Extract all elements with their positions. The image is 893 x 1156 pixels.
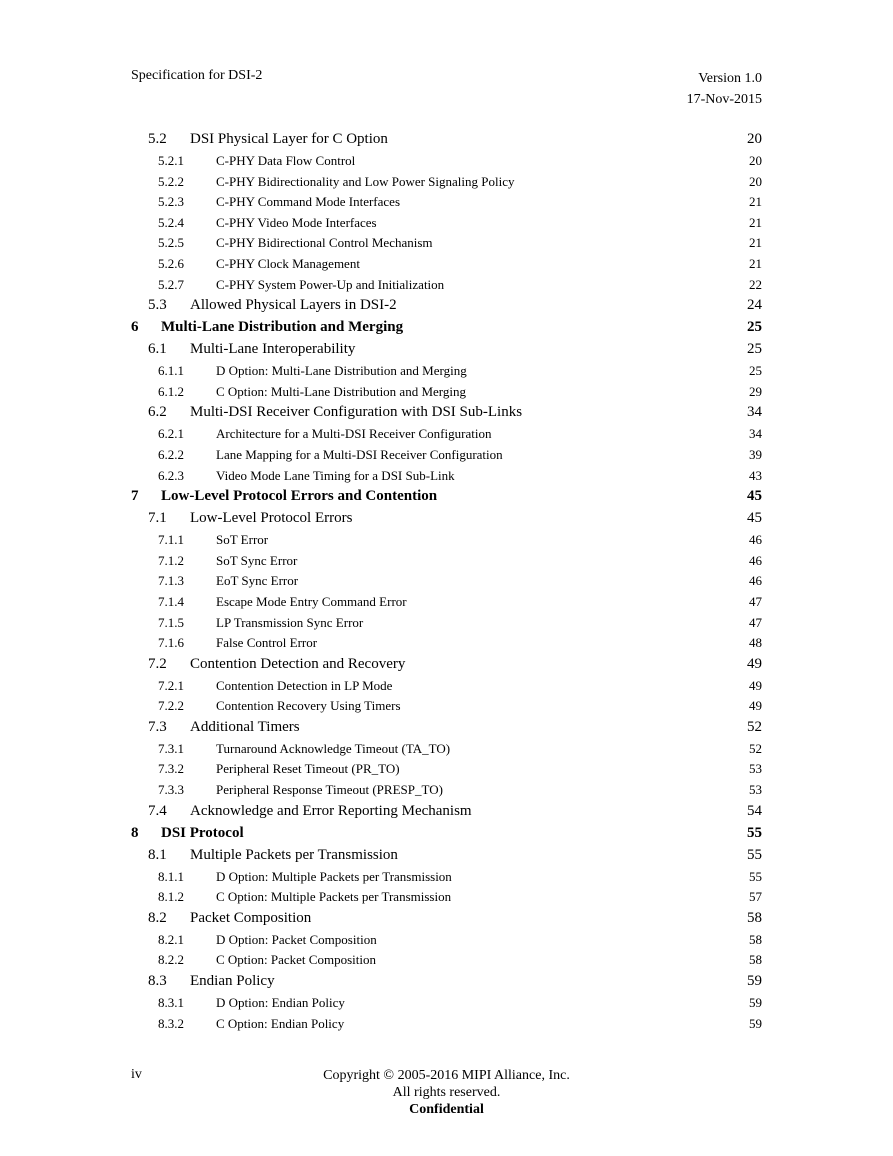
toc-entry-title: DSI Protocol — [161, 824, 244, 841]
toc-entry-page: 46 — [749, 573, 762, 589]
toc-entry[interactable] — [131, 174, 762, 195]
toc-entry-number: 5.2.4 — [158, 214, 184, 230]
toc-entry-number: 8.2 — [148, 909, 167, 926]
toc-entry-page: 53 — [749, 782, 762, 798]
toc-entry[interactable] — [131, 235, 762, 256]
toc-entry-number: 6.1.2 — [158, 383, 184, 399]
toc-entry-page: 45 — [747, 510, 762, 527]
header-date: 17-Nov-2015 — [686, 92, 762, 107]
toc-entry-number: 8.1 — [148, 846, 167, 863]
toc-entry-title: Allowed Physical Layers in DSI-2 — [190, 297, 397, 314]
toc-entry-number: 5.2.2 — [158, 173, 184, 189]
toc-entry-title: Multiple Packets per Transmission — [190, 846, 398, 863]
toc-entry-page: 55 — [749, 868, 762, 884]
toc-entry[interactable] — [131, 468, 762, 489]
toc-entry[interactable] — [131, 277, 762, 298]
toc-entry-page: 39 — [749, 446, 762, 462]
toc-entry[interactable] — [131, 384, 762, 405]
toc-entry-number: 6.1 — [148, 341, 167, 358]
toc-entry-title: C Option: Endian Policy — [216, 1015, 345, 1031]
toc-entry-number: 7.3 — [148, 718, 167, 735]
toc-entry[interactable] — [131, 995, 762, 1016]
toc-entry-title: C Option: Multiple Packets per Transmission — [216, 889, 452, 905]
toc-entry-number: 8.3 — [148, 973, 167, 990]
toc-entry-page: 29 — [749, 383, 762, 399]
toc-entry[interactable] — [131, 153, 762, 174]
toc-entry-title: C-PHY Video Mode Interfaces — [216, 214, 377, 230]
toc-entry[interactable] — [131, 803, 762, 825]
toc-entry[interactable] — [131, 719, 762, 741]
toc-entry-number: 7.4 — [148, 802, 167, 819]
toc-entry[interactable] — [131, 952, 762, 973]
toc-entry[interactable] — [131, 656, 762, 678]
toc-entry-number: 5.2.7 — [158, 276, 184, 292]
toc-entry-title: C-PHY Bidirectionality and Low Power Signaling Policy — [216, 173, 515, 189]
toc-entry-number: 7.1.6 — [158, 635, 184, 651]
toc-entry-number: 7.1 — [148, 510, 167, 527]
toc-entry[interactable] — [131, 215, 762, 236]
toc-entry-title: Packet Composition — [190, 909, 312, 926]
toc-entry-number: 5.3 — [148, 297, 167, 314]
toc-entry-title: Escape Mode Entry Command Error — [216, 593, 407, 609]
toc-entry[interactable] — [131, 447, 762, 468]
toc-entry-page: 58 — [749, 952, 762, 968]
toc-entry[interactable] — [131, 488, 762, 510]
toc-entry-title: C Option: Packet Composition — [216, 952, 376, 968]
toc-entry-title: DSI Physical Layer for C Option — [190, 131, 388, 147]
toc-entry-page: 57 — [749, 889, 762, 905]
header-version-block — [687, 68, 762, 110]
toc-entry-page: 20 — [749, 173, 762, 189]
toc-entry-title: Peripheral Response Timeout (PRESP_TO) — [216, 782, 443, 798]
toc-entry[interactable] — [131, 426, 762, 447]
toc-entry-page: 59 — [747, 973, 762, 990]
toc-entry-number: 7.1.1 — [158, 532, 184, 548]
toc-entry[interactable] — [131, 131, 762, 153]
toc-entry-number: 6.1.1 — [158, 363, 184, 379]
toc-entry[interactable] — [131, 761, 762, 782]
toc-entry-number: 5.2.5 — [158, 235, 184, 251]
toc-entry[interactable] — [131, 510, 762, 532]
toc-entry-title: Lane Mapping for a Multi-DSI Receiver Configuration — [216, 446, 503, 462]
toc-entry[interactable] — [131, 678, 762, 699]
toc-entry-number: 7.1.5 — [158, 614, 184, 630]
toc-entry-page: 55 — [747, 846, 762, 863]
toc-entry-page: 47 — [749, 614, 762, 630]
toc-entry-number: 8.1.1 — [158, 868, 184, 884]
toc-entry-title: Acknowledge and Error Reporting Mechanism — [190, 802, 472, 819]
toc-entry-number: 6.2.3 — [158, 467, 184, 483]
toc-entry-page: 21 — [749, 235, 762, 251]
toc-entry-title: SoT Error — [216, 532, 269, 548]
toc-entry-number: 8.1.2 — [158, 889, 184, 905]
toc-entry-page: 48 — [749, 635, 762, 651]
toc-entry-number: 7.2.1 — [158, 677, 184, 693]
toc-entry-page: 49 — [749, 698, 762, 714]
toc-entry-number: 8 — [131, 824, 139, 841]
toc-entry[interactable] — [131, 553, 762, 574]
header-version: Version 1.0 — [698, 71, 762, 86]
toc-entry-title: Peripheral Reset Timeout (PR_TO) — [216, 761, 400, 777]
toc-entry-title: Additional Timers — [190, 718, 300, 735]
toc-entry-page: 20 — [747, 131, 762, 147]
toc-entry-title: LP Transmission Sync Error — [216, 614, 364, 630]
toc-entry-title: Low-Level Protocol Errors and Contention — [161, 488, 438, 505]
toc-entry-number: 7.1.4 — [158, 593, 184, 609]
toc-entry-number: 7 — [131, 488, 139, 505]
toc-entry-title: Contention Detection in LP Mode — [216, 677, 393, 693]
toc-entry-page: 55 — [747, 824, 762, 841]
toc-entry-number: 7.3.1 — [158, 740, 184, 756]
toc-entry-page: 46 — [749, 552, 762, 568]
toc-entry[interactable] — [131, 319, 762, 341]
toc-entry-title: D Option: Packet Composition — [216, 931, 377, 947]
toc-entry[interactable] — [131, 404, 762, 426]
toc-entry[interactable] — [131, 698, 762, 719]
toc-entry-page: 25 — [747, 319, 762, 336]
toc-entry[interactable] — [131, 973, 762, 995]
toc-entry-number: 7.2 — [148, 655, 167, 672]
toc-entry-number: 7.3.2 — [158, 761, 184, 777]
toc-entry-title: C-PHY Command Mode Interfaces — [216, 194, 401, 210]
toc-entry-page: 47 — [749, 593, 762, 609]
toc-entry-page: 58 — [747, 909, 762, 926]
header-spec-title: Specification for DSI-2 — [131, 68, 263, 83]
toc-entry[interactable] — [131, 1016, 762, 1037]
toc-entry[interactable] — [131, 782, 762, 803]
toc-entry-number: 8.2.1 — [158, 931, 184, 947]
toc-entry-page: 24 — [747, 297, 762, 314]
toc-entry-title: D Option: Endian Policy — [216, 995, 345, 1011]
toc-entry-page: 59 — [749, 1015, 762, 1031]
toc-entry-title: C Option: Multi-Lane Distribution and Merging — [216, 383, 466, 399]
toc-entry-title: C-PHY Bidirectional Control Mechanism — [216, 235, 433, 251]
toc-entry-number: 7.1.3 — [158, 573, 184, 589]
toc-entry-title: C-PHY Data Flow Control — [216, 153, 356, 168]
toc-entry-page: 52 — [747, 718, 762, 735]
toc-entry-number: 5.2.6 — [158, 255, 184, 271]
toc-entry-page: 25 — [749, 363, 762, 379]
toc-entry-page: 21 — [749, 194, 762, 210]
toc-entry[interactable] — [131, 635, 762, 656]
toc-entry[interactable] — [131, 847, 762, 869]
toc-entry-page: 53 — [749, 761, 762, 777]
toc-entry-title: D Option: Multiple Packets per Transmission — [216, 868, 452, 884]
toc-entry-page: 58 — [749, 931, 762, 947]
toc-entry[interactable] — [131, 869, 762, 890]
toc-entry-title: Turnaround Acknowledge Timeout (TA_TO) — [216, 740, 451, 756]
toc-entry[interactable] — [131, 532, 762, 553]
toc-entry-page: 34 — [749, 426, 762, 442]
footer-copyright: Copyright © 2005-2016 MIPI Alliance, Inc. — [323, 1068, 570, 1083]
toc-entry[interactable] — [131, 194, 762, 215]
toc-entry-title: SoT Sync Error — [216, 552, 298, 568]
toc-entry-page: 49 — [747, 655, 762, 672]
toc-entry-number: 7.2.2 — [158, 698, 184, 714]
toc-entry-page: 49 — [749, 677, 762, 693]
toc-entry-page: 46 — [749, 532, 762, 548]
footer-page-number: iv — [131, 1067, 142, 1082]
toc-entry-title: Multi-Lane Distribution and Merging — [161, 319, 404, 336]
toc-entry-number: 5.2.3 — [158, 194, 184, 210]
toc-entry[interactable] — [131, 825, 762, 847]
footer-copyright-block — [0, 1067, 893, 1118]
toc-entry-title: C-PHY Clock Management — [216, 255, 360, 271]
toc-entry-page: 34 — [747, 404, 762, 421]
toc-entry[interactable] — [131, 910, 762, 932]
footer-rights: All rights reserved. — [392, 1085, 501, 1100]
toc-entry-title: Multi-Lane Interoperability — [190, 341, 356, 358]
toc-entry[interactable] — [131, 615, 762, 636]
toc-entry-number: 5.2 — [148, 131, 167, 147]
toc-entry-number: 6.2.1 — [158, 426, 184, 442]
toc-entry-page: 22 — [749, 276, 762, 292]
footer-confidential: Confidential — [409, 1102, 484, 1117]
toc-entry-page: 54 — [747, 802, 762, 819]
table-of-contents — [131, 131, 762, 1036]
toc-entry-number: 5.2.1 — [158, 153, 184, 168]
toc-entry[interactable] — [131, 341, 762, 363]
toc-entry-page: 43 — [749, 467, 762, 483]
toc-entry[interactable] — [131, 932, 762, 953]
toc-entry-title: Multi-DSI Receiver Configuration with DSI Sub-Links — [190, 404, 523, 421]
toc-entry-title: Contention Recovery Using Timers — [216, 698, 401, 714]
toc-entry[interactable] — [131, 741, 762, 762]
toc-entry-page: 21 — [749, 255, 762, 271]
toc-entry[interactable] — [131, 573, 762, 594]
toc-entry-page: 21 — [749, 214, 762, 230]
toc-entry[interactable] — [131, 363, 762, 384]
toc-entry-title: False Control Error — [216, 635, 318, 651]
toc-entry[interactable] — [131, 256, 762, 277]
toc-entry-number: 6 — [131, 319, 139, 336]
toc-entry-number: 7.3.3 — [158, 782, 184, 798]
toc-entry-page: 59 — [749, 995, 762, 1011]
toc-entry-number: 8.3.2 — [158, 1015, 184, 1031]
toc-entry-page: 20 — [749, 153, 762, 168]
toc-entry-number: 8.3.1 — [158, 995, 184, 1011]
toc-entry[interactable] — [131, 594, 762, 615]
toc-entry-title: Low-Level Protocol Errors — [190, 510, 353, 527]
toc-entry-title: C-PHY System Power-Up and Initialization — [216, 276, 445, 292]
toc-entry-page: 25 — [747, 341, 762, 358]
toc-entry-title: Video Mode Lane Timing for a DSI Sub-Link — [216, 467, 455, 483]
toc-entry-title: Endian Policy — [190, 973, 275, 990]
toc-entry-title: EoT Sync Error — [216, 573, 299, 589]
toc-entry-number: 7.1.2 — [158, 552, 184, 568]
toc-entry-title: Architecture for a Multi-DSI Receiver Configuration — [216, 426, 492, 442]
toc-entry-page: 52 — [749, 740, 762, 756]
toc-entry-page: 45 — [747, 488, 762, 505]
toc-entry-number: 6.2 — [148, 404, 167, 421]
toc-entry[interactable] — [131, 889, 762, 910]
toc-entry[interactable] — [131, 297, 762, 319]
toc-entry-title: Contention Detection and Recovery — [190, 655, 406, 672]
toc-entry-number: 6.2.2 — [158, 446, 184, 462]
toc-entry-number: 8.2.2 — [158, 952, 184, 968]
toc-entry-title: D Option: Multi-Lane Distribution and Merging — [216, 363, 467, 379]
